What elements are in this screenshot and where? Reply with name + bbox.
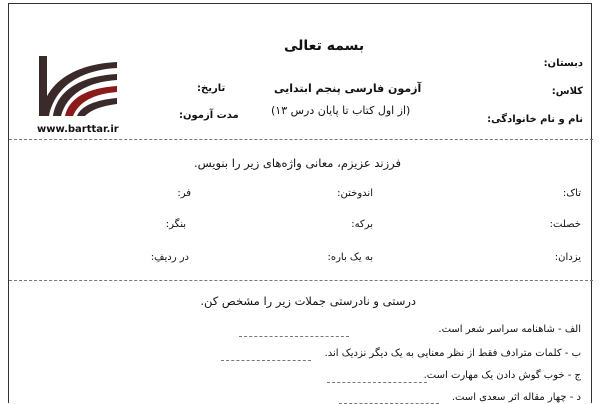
vocab-yazdan: یزدان: bbox=[554, 252, 581, 263]
vocab-khaslat: خصلت: bbox=[549, 219, 581, 230]
vocab-berke: برکه: bbox=[351, 219, 373, 230]
header-divider bbox=[9, 139, 593, 140]
exam-subtitle: (از اول کتاب تا پایان درس ۱۳) bbox=[271, 104, 411, 117]
date-label: تاریخ: bbox=[197, 83, 226, 94]
statement-jim: ج - خوب گوش دادن یک مهارت است. bbox=[423, 370, 581, 381]
statement-alef: الف - شاهنامه سراسر شعر است. bbox=[438, 324, 581, 335]
class-label: کلاس: bbox=[551, 86, 583, 97]
answer-line-jim[interactable] bbox=[327, 382, 427, 383]
exam-sheet bbox=[8, 3, 592, 403]
barttar-logo bbox=[35, 52, 121, 120]
vocab-bengar: بنگر: bbox=[165, 219, 186, 230]
basmala: بسمه تعالی bbox=[284, 38, 365, 54]
statement-be: ب - کلمات مترادف فقط از نظر معنایی به یک دیگر نزدیک اند. bbox=[324, 348, 581, 359]
vocab-dar-radif: در ردیفِ: bbox=[150, 252, 189, 263]
section-divider bbox=[9, 280, 593, 281]
answer-line-be[interactable] bbox=[221, 360, 311, 361]
section2-instruction: درستی و نادرستی جملات زیر را مشخص کن. bbox=[200, 294, 416, 308]
answer-line-alef[interactable] bbox=[239, 336, 349, 337]
name-label: نام و نام خانوادگی: bbox=[487, 114, 583, 125]
vocab-far: فر: bbox=[177, 188, 191, 199]
website-url: www.barttar.ir bbox=[37, 124, 119, 135]
vocab-be-yek-bare: به یک باره: bbox=[327, 252, 373, 263]
exam-title: آزمون فارسی پنجم ابتدایی bbox=[274, 82, 422, 95]
statement-dal: د - چهار مقاله اثر سعدی است. bbox=[451, 392, 581, 403]
vocab-tak: تاک: bbox=[562, 188, 581, 199]
section1-instruction: فرزند عزیزم، معانی واژه‌های زیر را بنویس. bbox=[193, 156, 401, 170]
school-label: دبستان: bbox=[543, 58, 583, 69]
duration-label: مدت آزمون: bbox=[179, 110, 239, 121]
vocab-andukhtan: اندوختن: bbox=[337, 188, 373, 199]
